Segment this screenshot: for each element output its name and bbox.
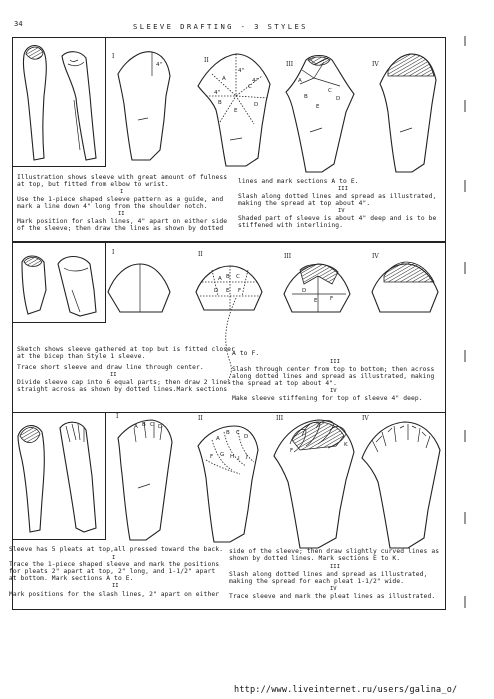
fig-numeral: I bbox=[116, 413, 119, 420]
page-number: 34 bbox=[14, 20, 23, 28]
dim-label: 4" bbox=[214, 90, 221, 96]
panel-3-right-step-iv: Trace sleeve and mark the pleat lines as illustrated. bbox=[229, 593, 436, 600]
fig-numeral: II bbox=[198, 251, 203, 258]
step-numeral: IV bbox=[338, 208, 345, 214]
fig-numeral: II bbox=[198, 415, 203, 422]
step-numeral: III bbox=[330, 359, 340, 365]
section-label: E bbox=[226, 288, 230, 294]
panel-3-left-step-ii: Mark positions for the slash lines, 2" apart on either bbox=[9, 591, 220, 598]
section-label: C bbox=[248, 84, 252, 90]
section-label: D bbox=[158, 424, 163, 430]
panel-3-right-intro: side of the sleeve; then draw slightly curved lines as shown by dotted lines. Mark sections E to K. bbox=[229, 548, 440, 563]
fig-numeral: I bbox=[112, 249, 115, 256]
panel-2-right-step-iii: Slash through center from top to bottom; then across along dotted lines and spread as illustrated, making the spread at top about 4". bbox=[232, 366, 435, 388]
section-label: D bbox=[336, 96, 341, 102]
section-label: E bbox=[316, 104, 320, 110]
step-numeral: I bbox=[112, 555, 116, 561]
step-numeral: II bbox=[112, 583, 119, 589]
dim-label: 4" bbox=[156, 62, 163, 68]
panel-3-left-intro: Sleeve has 5 pleats at top,all pressed toward the back. bbox=[9, 546, 224, 553]
section-label: A bbox=[216, 436, 220, 442]
section-label: A bbox=[222, 76, 226, 82]
panel-1-left-step-i: Use the 1-piece shaped sleeve pattern as a guide, and mark a line down 4" long from the shoulder notch. bbox=[17, 196, 224, 211]
section-label: E bbox=[314, 298, 318, 304]
section-label: C bbox=[328, 88, 332, 94]
section-label: D bbox=[254, 102, 259, 108]
section-label: H bbox=[230, 454, 235, 460]
section-label: F bbox=[238, 288, 242, 294]
panel-2-left-step-ii: Divide sleeve cap into 6 equal parts; then draw 2 lines straight across as shown by dotted lines.Mark sections bbox=[17, 379, 232, 394]
section-label: D bbox=[302, 288, 307, 294]
dim-label: 4" bbox=[238, 68, 245, 74]
fig-numeral: IV bbox=[362, 415, 369, 422]
panel-2-right-step-iv: Make sleeve stiffening for top of sleeve 4" deep. bbox=[232, 395, 423, 402]
section-label: E bbox=[234, 108, 238, 114]
panel-1-right-intro: lines and mark sections A to E. bbox=[238, 178, 359, 185]
section-label: A bbox=[134, 424, 138, 430]
panel-1-right-step-iii: Slash along dotted lines and spread as illustrated, making the spread at top about 4". bbox=[238, 193, 437, 208]
panel-2-left-intro: Sketch shows sleeve gathered at top but is fitted closer at the bicep than Style 1 sleeve. bbox=[17, 346, 235, 361]
section-label: B bbox=[142, 422, 146, 428]
section-label: G bbox=[220, 452, 225, 458]
footer-url[interactable]: http://www.liveinternet.ru/users/galina_o/ bbox=[234, 685, 458, 695]
step-numeral: IV bbox=[330, 388, 337, 394]
fig-numeral: III bbox=[286, 61, 294, 68]
section-label: A bbox=[298, 78, 302, 84]
step-numeral: IV bbox=[330, 586, 337, 592]
step-numeral: III bbox=[338, 186, 348, 192]
step-numeral: II bbox=[110, 372, 117, 378]
fig-numeral: IV bbox=[372, 253, 379, 260]
step-numeral: I bbox=[120, 189, 124, 195]
section-label: C bbox=[236, 430, 240, 436]
panel-2-left-step-i: Trace short sleeve and draw line through center. bbox=[17, 364, 204, 371]
panel-1-left-step-ii: Mark position for slash lines, 4" apart on either side of the sleeve; then draw the lines as shown by dotted bbox=[17, 218, 228, 233]
section-label: B bbox=[226, 430, 230, 436]
section-label: D bbox=[244, 434, 249, 440]
section-label: C bbox=[150, 422, 154, 428]
fig-numeral: II bbox=[204, 57, 209, 64]
fig-numeral: IV bbox=[372, 61, 379, 68]
page-title: SLEEVE DRAFTING - 3 STYLES bbox=[133, 22, 308, 31]
section-label: B bbox=[304, 94, 308, 100]
panel-3-right-step-iii: Slash along dotted lines and spread as illustrated, making the spread for each pleat 1-1/2" wide. bbox=[229, 571, 428, 586]
section-label: F bbox=[210, 454, 214, 460]
section-label: D bbox=[214, 288, 219, 294]
fig-numeral: III bbox=[276, 415, 284, 422]
panel-2-right-intro: A to F. bbox=[232, 350, 260, 357]
section-label: K bbox=[344, 442, 348, 448]
section-label: F bbox=[290, 448, 294, 454]
section-label: J bbox=[246, 454, 248, 460]
fig-numeral: I bbox=[112, 53, 115, 60]
section-label: F bbox=[330, 296, 334, 302]
fig-numeral: III bbox=[284, 253, 292, 260]
section-label: A bbox=[218, 276, 222, 282]
section-label: C bbox=[236, 274, 240, 280]
panel-1-left-intro: Illustration shows sleeve with great amount of fulness at top, but fitted from elbow to wrist. bbox=[17, 174, 228, 189]
section-label: I bbox=[238, 456, 240, 462]
panel-3-left-step-i: Trace the 1-piece shaped sleeve and mark the positions for pleats 2" apart at top, 2" long, and 1-1/2" apart at bottom. Mark sections A to E. bbox=[9, 561, 220, 583]
step-numeral: III bbox=[330, 564, 340, 570]
panel-1-right-step-iv: Shaded part of sleeve is about 4" deep and is to be stiffened with interlining. bbox=[238, 215, 437, 230]
section-label: B bbox=[226, 274, 230, 280]
dim-label: 4" bbox=[252, 78, 259, 84]
step-numeral: II bbox=[118, 211, 125, 217]
section-label: B bbox=[218, 100, 222, 106]
